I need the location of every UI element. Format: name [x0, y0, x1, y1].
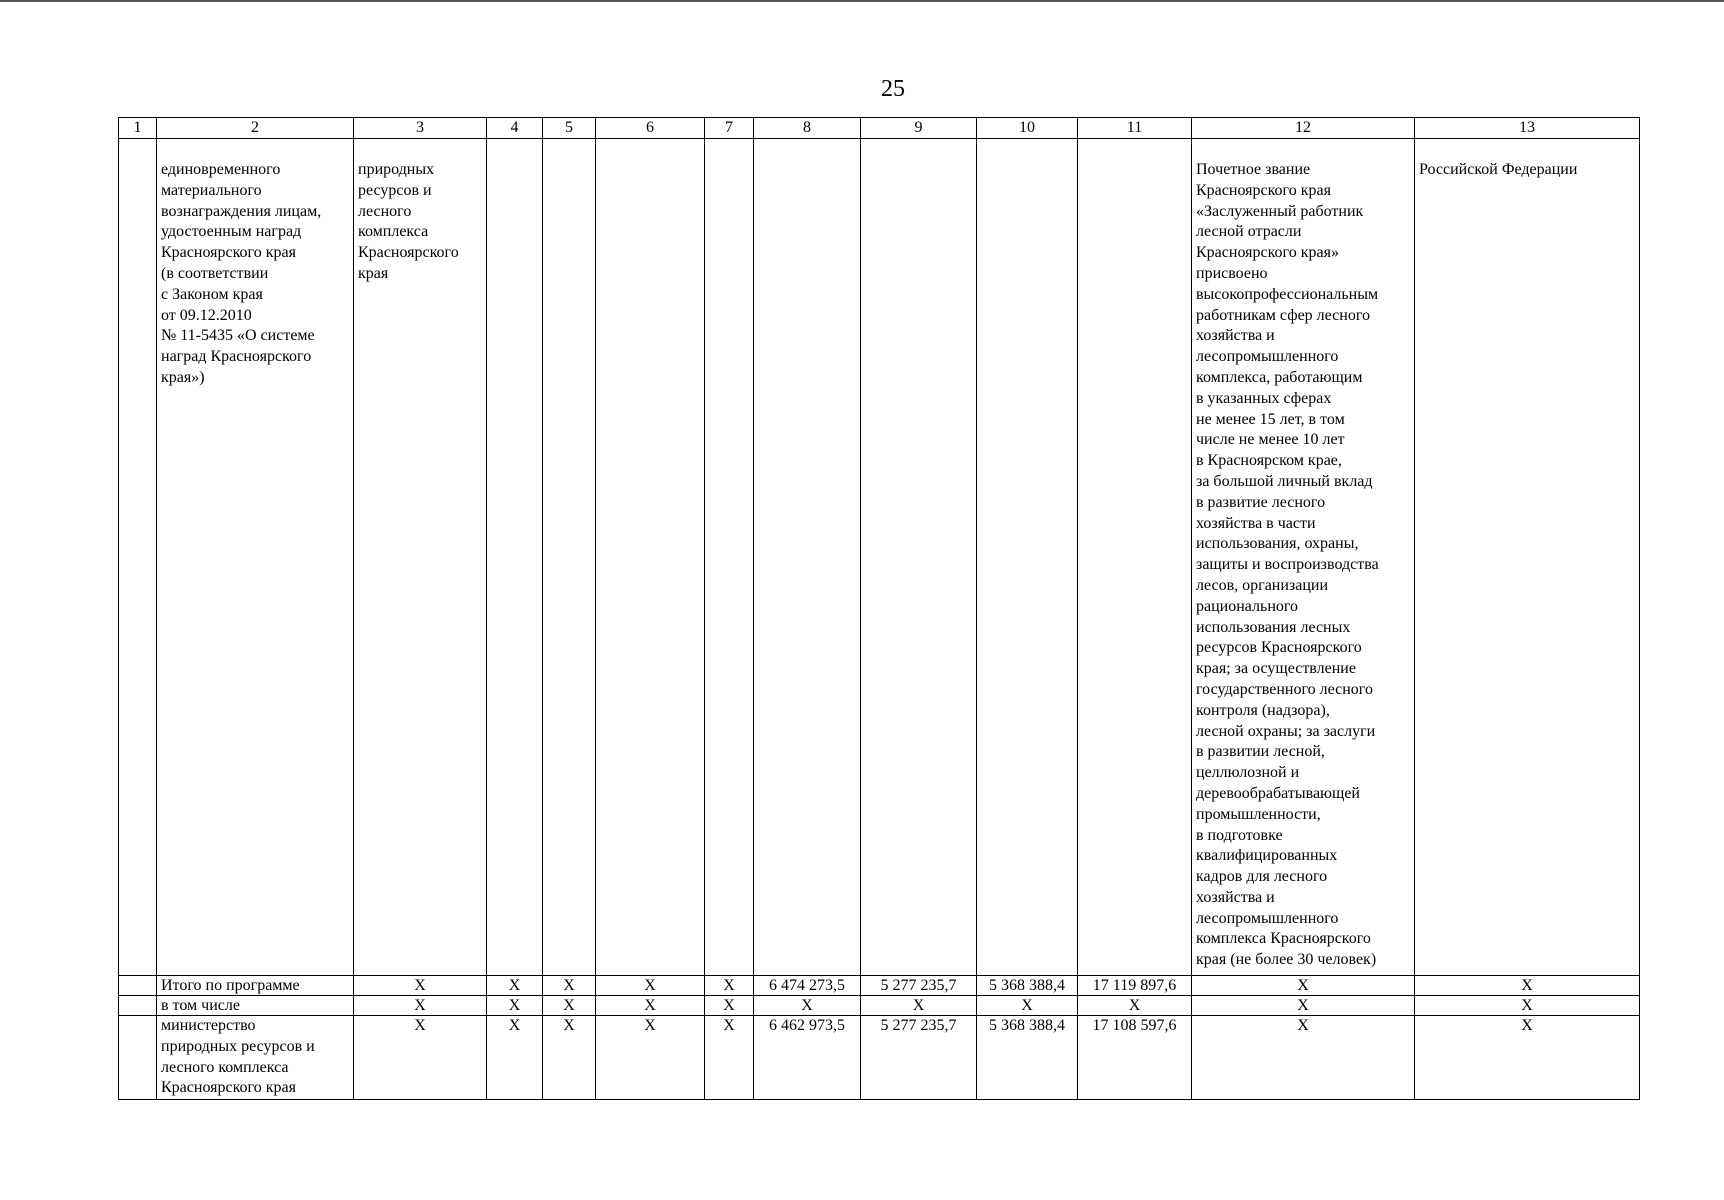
column-number-7: 7 [705, 118, 754, 139]
including-col10: X [977, 996, 1078, 1016]
cell-col4 [487, 139, 543, 976]
cell-col7 [705, 139, 754, 976]
including-col9: X [861, 996, 977, 1016]
total-col6: X [596, 976, 705, 996]
total-col10: 5 368 388,4 [977, 976, 1078, 996]
cell-col11 [1078, 139, 1192, 976]
including-col6: X [596, 996, 705, 1016]
cell-index [119, 996, 157, 1016]
table-row-total [119, 976, 1640, 996]
cell-col13: Российской Федерации [1415, 139, 1640, 976]
column-number-9: 9 [861, 118, 977, 139]
ministry-col9: 5 277 235,7 [861, 1016, 977, 1100]
including-col4: X [487, 996, 543, 1016]
ministry-col7: X [705, 1016, 754, 1100]
column-number-11: 11 [1078, 118, 1192, 139]
column-number-8: 8 [754, 118, 861, 139]
including-col13: X [1415, 996, 1640, 1016]
column-number-4: 4 [487, 118, 543, 139]
table-row-award-payment [119, 139, 1640, 976]
including-col11: X [1078, 996, 1192, 1016]
total-col3: X [354, 976, 487, 996]
total-col7: X [705, 976, 754, 996]
including-col7: X [705, 996, 754, 1016]
cell-col5 [543, 139, 596, 976]
ministry-col4: X [487, 1016, 543, 1100]
ministry-col13: X [1415, 1016, 1640, 1100]
including-col3: X [354, 996, 487, 1016]
cell-measure-description: единовременного материального вознаграждения лицам, удостоенным наград Красноярского края (в соответствии с Законом края от 09.12.2010 № 11-5435 «О системе наград Красноярского края») [157, 139, 354, 976]
cell-col8 [754, 139, 861, 976]
column-number-12: 12 [1192, 118, 1415, 139]
column-number-5: 5 [543, 118, 596, 139]
including-label: в том числе [157, 996, 354, 1016]
cell-expected-result: Почетное звание Красноярского края «Заслуженный работник лесной отрасли Красноярского края» присвоено высокопрофессиональным работникам сфер лесного хозяйства и лесопромышленного комплекса, работающим в указанных сферах не менее 15 лет, в том числе не менее 10 лет в Красноярском крае, за большой личный вклад в развитие лесного хозяйства в части использования, охраны, защиты и воспроизводства лесов, организации рационального использования лесных ресурсов Красноярского края; за осуществление государственного лесного контроля (надзора), лесной охраны; за заслуги в развитии лесной, целлюлозной и деревообрабатывающей промышленности, в подготовке квалифицированных кадров для лесного хозяйства и лесопромышленного комплекса Красноярского края (не более 30 человек) [1192, 139, 1415, 976]
total-col9: 5 277 235,7 [861, 976, 977, 996]
column-number-1: 1 [119, 118, 157, 139]
cell-col6 [596, 139, 705, 976]
table-row-including [119, 996, 1640, 1016]
total-col13: X [1415, 976, 1640, 996]
ministry-col5: X [543, 1016, 596, 1100]
ministry-col12: X [1192, 1016, 1415, 1100]
column-number-2: 2 [157, 118, 354, 139]
total-col8: 6 474 273,5 [754, 976, 861, 996]
total-col4: X [487, 976, 543, 996]
cell-index [119, 976, 157, 996]
including-col8: X [754, 996, 861, 1016]
column-number-10: 10 [977, 118, 1078, 139]
total-col5: X [543, 976, 596, 996]
total-label: Итого по программе [157, 976, 354, 996]
ministry-col8: 6 462 973,5 [754, 1016, 861, 1100]
ministry-label: министерство природных ресурсов и лесного комплекса Красноярского края [157, 1016, 354, 1100]
page-top-border [0, 0, 1724, 2]
column-number-row [119, 118, 1640, 139]
including-col12: X [1192, 996, 1415, 1016]
table-row-ministry [119, 1016, 1640, 1100]
cell-responsible-executor: природных ресурсов и лесного комплекса Красноярского края [354, 139, 487, 976]
cell-col10 [977, 139, 1078, 976]
including-col5: X [543, 996, 596, 1016]
column-number-13: 13 [1415, 118, 1640, 139]
ministry-col11: 17 108 597,6 [1078, 1016, 1192, 1100]
page-number: 25 [881, 76, 905, 102]
column-number-3: 3 [354, 118, 487, 139]
ministry-col10: 5 368 388,4 [977, 1016, 1078, 1100]
total-col12: X [1192, 976, 1415, 996]
program-table [118, 117, 1640, 1100]
total-col11: 17 119 897,6 [1078, 976, 1192, 996]
column-number-6: 6 [596, 118, 705, 139]
ministry-col6: X [596, 1016, 705, 1100]
cell-index [119, 1016, 157, 1100]
cell-index [119, 139, 157, 976]
ministry-col3: X [354, 1016, 487, 1100]
cell-col9 [861, 139, 977, 976]
